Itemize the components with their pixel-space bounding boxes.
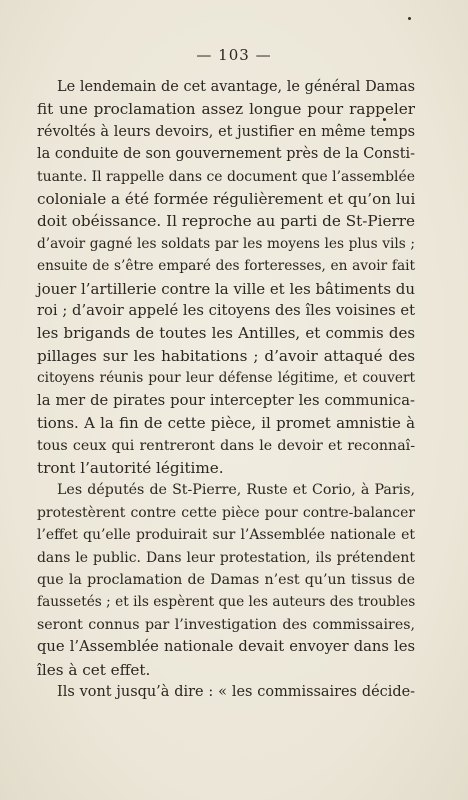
text-line: tions. A la fin de cette pièce, il promet amnistie à [37,414,415,433]
text-line: protestèrent contre cette pièce pour contre-balancer [37,504,415,521]
body-text [37,76,415,703]
text-line: pillages sur les habitations ; d’avoir attaqué des [37,346,415,365]
paragraph [37,681,415,703]
text-line: l’effet qu’elle produirait sur l’Assemblée nationale et [37,527,415,544]
paragraph [37,76,415,479]
text-line: îles à cet effet. [37,660,151,679]
text-line: doit obéissance. Il reproche au parti de St-Pierre [37,212,415,231]
text-line: faussetés ; et ils espèrent que les auteurs des troubles [37,594,416,611]
text-line: tuante. Il rappelle dans ce document que l’assemblée [37,168,415,185]
text-line: Les députés de St-Pierre, Ruste et Corio, à Paris, [57,482,415,499]
text-line: que la proclamation de Damas n’est qu’un tissus de [37,571,415,588]
text-line: citoyens réunis pour leur défense légitime, et couvert [37,370,415,387]
ink-speck [408,17,411,20]
text-line: Le lendemain de cet avantage, le général Damas [57,79,415,95]
text-line: ensuite de s’être emparé des forteresses, en avoir fait [37,258,415,275]
text-line: révoltés à leurs devoirs, et justifier en même temps [37,123,415,140]
text-line: roi ; d’avoir appelé les citoyens des îles voisines et [37,302,415,320]
text-line: la conduite de son gouvernement près de la Consti- [37,146,415,163]
text-line: les brigands de toutes les Antilles, et commis des [37,324,415,343]
paragraph [37,479,415,681]
text-line: tous ceux qui rentreront dans le devoir et reconnaî- [37,437,415,454]
text-line: Ils vont jusqu’à dire : « les commissaires décide- [57,683,415,700]
text-line: dans le public. Dans leur protestation, ils prétendent [37,549,415,566]
text-line: fit une proclamation assez longue pour rappeler [37,100,415,119]
page-number: — 103 — [196,46,272,64]
text-line: tront l’autorité légitime. [37,458,224,477]
text-line: coloniale a été formée régulièrement et qu’on lui [37,190,416,209]
text-line: que l’Assemblée nationale devait envoyer dans les [37,638,415,656]
text-line: d’avoir gagné les soldats par les moyens les plus vils ; [37,235,415,252]
text-line: seront connus par l’investigation des commissaires, [37,616,415,633]
text-line: jouer l’artillerie contre la ville et les bâtiments du [37,279,415,298]
text-line: la mer de pirates pour intercepter les communica- [37,391,415,409]
